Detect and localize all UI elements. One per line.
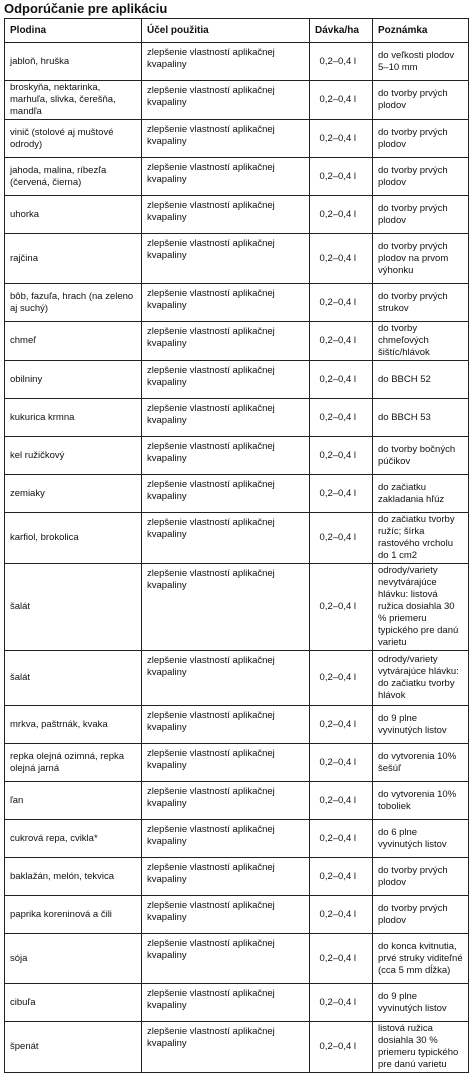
header-note: Poznámka: [373, 19, 469, 43]
cell-crop: baklažán, melón, tekvica: [5, 858, 142, 896]
cell-note: do veľkosti plodov 5–10 mm: [373, 43, 469, 81]
table-header-row: [5, 19, 469, 43]
cell-use: zlepšenie vlastností aplikačnej kvapaliny: [142, 475, 310, 513]
cell-crop: paprika koreninová a čili: [5, 896, 142, 934]
cell-note: do vytvorenia 10% šešúľ: [373, 744, 469, 782]
cell-use: zlepšenie vlastností aplikačnej kvapaliny: [142, 782, 310, 820]
cell-use: zlepšenie vlastností aplikačnej kvapaliny: [142, 858, 310, 896]
cell-dose: 0,2–0,4 l: [310, 196, 373, 234]
cell-note: do tvorby chmeľových šištíc/hlávok: [373, 322, 469, 361]
cell-crop: bôb, fazuľa, hrach (na zeleno aj suchý): [5, 284, 142, 322]
cell-note: do BBCH 52: [373, 361, 469, 399]
cell-crop: sója: [5, 934, 142, 984]
cell-note: do BBCH 53: [373, 399, 469, 437]
cell-use: zlepšenie vlastností aplikačnej kvapaliny: [142, 284, 310, 322]
cell-crop: uhorka: [5, 196, 142, 234]
cell-dose: 0,2–0,4 l: [310, 322, 373, 361]
cell-use: zlepšenie vlastností aplikačnej kvapaliny: [142, 934, 310, 984]
cell-note: odrody/variety nevytvárajúce hlávku: listová ružica dosiahla 30 % priemeru typického pre danú varietu: [373, 564, 469, 651]
cell-use: zlepšenie vlastností aplikačnej kvapaliny: [142, 984, 310, 1022]
cell-note: do 6 plne vyvinutých listov: [373, 820, 469, 858]
cell-dose: 0,2–0,4 l: [310, 81, 373, 120]
cell-crop: ľan: [5, 782, 142, 820]
table-row: [5, 744, 469, 782]
cell-dose: 0,2–0,4 l: [310, 651, 373, 706]
cell-crop: repka olejná ozimná, repka olejná jarná: [5, 744, 142, 782]
cell-dose: 0,2–0,4 l: [310, 782, 373, 820]
cell-note: do tvorby bočných púčikov: [373, 437, 469, 475]
cell-use: zlepšenie vlastností aplikačnej kvapaliny: [142, 196, 310, 234]
table-row: [5, 81, 469, 120]
cell-crop: broskyňa, nektarinka, marhuľa, slivka, čerešňa, mandľa: [5, 81, 142, 120]
cell-use: zlepšenie vlastností aplikačnej kvapaliny: [142, 564, 310, 651]
cell-crop: cibuľa: [5, 984, 142, 1022]
cell-note: odrody/variety vytvárajúce hlávku: do začiatku tvorby hlávok: [373, 651, 469, 706]
table-row: [5, 43, 469, 81]
cell-use: zlepšenie vlastností aplikačnej kvapaliny: [142, 651, 310, 706]
cell-note: do tvorby prvých plodov: [373, 120, 469, 158]
table-row: [5, 896, 469, 934]
recommendation-table: [4, 18, 469, 1073]
cell-dose: 0,2–0,4 l: [310, 234, 373, 284]
cell-crop: mrkva, paštrnák, kvaka: [5, 706, 142, 744]
cell-crop: zemiaky: [5, 475, 142, 513]
cell-use: zlepšenie vlastností aplikačnej kvapaliny: [142, 81, 310, 120]
cell-dose: 0,2–0,4 l: [310, 120, 373, 158]
table-row: [5, 196, 469, 234]
cell-dose: 0,2–0,4 l: [310, 399, 373, 437]
cell-crop: jabloň, hruška: [5, 43, 142, 81]
cell-dose: 0,2–0,4 l: [310, 744, 373, 782]
cell-note: do 9 plne vyvinutých listov: [373, 706, 469, 744]
table-row: [5, 158, 469, 196]
cell-crop: cukrová repa, cvikla*: [5, 820, 142, 858]
table-row: [5, 437, 469, 475]
cell-note: listová ružica dosiahla 30 % priemeru typického pre danú varietu: [373, 1022, 469, 1073]
table-row: [5, 234, 469, 284]
table-row: [5, 820, 469, 858]
cell-dose: 0,2–0,4 l: [310, 564, 373, 651]
cell-crop: jahoda, malina, ríbezľa (červená, čierna): [5, 158, 142, 196]
table-row: [5, 651, 469, 706]
cell-crop: šalát: [5, 651, 142, 706]
cell-use: zlepšenie vlastností aplikačnej kvapaliny: [142, 43, 310, 81]
table-row: [5, 564, 469, 651]
table-row: [5, 1022, 469, 1073]
cell-use: zlepšenie vlastností aplikačnej kvapaliny: [142, 744, 310, 782]
page-title: Odporúčanie pre aplikáciu: [4, 1, 168, 16]
cell-dose: 0,2–0,4 l: [310, 284, 373, 322]
cell-note: do tvorby prvých plodov na prvom výhonku: [373, 234, 469, 284]
cell-crop: vinič (stolové aj muštové odrody): [5, 120, 142, 158]
cell-note: do tvorby prvých plodov: [373, 896, 469, 934]
cell-dose: 0,2–0,4 l: [310, 706, 373, 744]
table-row: [5, 120, 469, 158]
cell-note: do tvorby prvých plodov: [373, 196, 469, 234]
cell-dose: 0,2–0,4 l: [310, 1022, 373, 1073]
cell-note: do vytvorenia 10% toboliek: [373, 782, 469, 820]
cell-crop: špenát: [5, 1022, 142, 1073]
cell-note: do začiatku zakladania hľúz: [373, 475, 469, 513]
cell-note: do tvorby prvých strukov: [373, 284, 469, 322]
table-row: [5, 322, 469, 361]
cell-use: zlepšenie vlastností aplikačnej kvapaliny: [142, 158, 310, 196]
cell-use: zlepšenie vlastností aplikačnej kvapaliny: [142, 896, 310, 934]
table-row: [5, 984, 469, 1022]
cell-use: zlepšenie vlastností aplikačnej kvapaliny: [142, 820, 310, 858]
cell-crop: obilniny: [5, 361, 142, 399]
cell-dose: 0,2–0,4 l: [310, 984, 373, 1022]
cell-note: do tvorby prvých plodov: [373, 158, 469, 196]
cell-note: do 9 plne vyvinutých listov: [373, 984, 469, 1022]
cell-use: zlepšenie vlastností aplikačnej kvapaliny: [142, 322, 310, 361]
table-row: [5, 782, 469, 820]
table-row: [5, 284, 469, 322]
table-row: [5, 475, 469, 513]
cell-dose: 0,2–0,4 l: [310, 858, 373, 896]
cell-dose: 0,2–0,4 l: [310, 361, 373, 399]
table-row: [5, 399, 469, 437]
header-dose: Dávka/ha: [310, 19, 373, 43]
cell-use: zlepšenie vlastností aplikačnej kvapaliny: [142, 399, 310, 437]
cell-crop: karfiol, brokolica: [5, 513, 142, 564]
table-row: [5, 858, 469, 896]
cell-use: zlepšenie vlastností aplikačnej kvapaliny: [142, 361, 310, 399]
cell-crop: šalát: [5, 564, 142, 651]
cell-use: zlepšenie vlastností aplikačnej kvapaliny: [142, 234, 310, 284]
cell-note: do začiatku tvorby ružíc; šírka rastového vrcholu do 1 cm2: [373, 513, 469, 564]
cell-dose: 0,2–0,4 l: [310, 158, 373, 196]
cell-dose: 0,2–0,4 l: [310, 437, 373, 475]
table-row: [5, 361, 469, 399]
cell-crop: chmeľ: [5, 322, 142, 361]
cell-note: do tvorby prvých plodov: [373, 81, 469, 120]
cell-use: zlepšenie vlastností aplikačnej kvapaliny: [142, 120, 310, 158]
cell-crop: rajčina: [5, 234, 142, 284]
cell-note: do konca kvitnutia, prvé struky viditeľné (cca 5 mm dĺžka): [373, 934, 469, 984]
table-row: [5, 513, 469, 564]
table-row: [5, 934, 469, 984]
cell-use: zlepšenie vlastností aplikačnej kvapaliny: [142, 706, 310, 744]
cell-dose: 0,2–0,4 l: [310, 896, 373, 934]
table-row: [5, 706, 469, 744]
cell-crop: kukurica krmna: [5, 399, 142, 437]
header-crop: Plodina: [5, 19, 142, 43]
cell-dose: 0,2–0,4 l: [310, 934, 373, 984]
cell-crop: kel ružičkový: [5, 437, 142, 475]
cell-use: zlepšenie vlastností aplikačnej kvapaliny: [142, 513, 310, 564]
cell-dose: 0,2–0,4 l: [310, 43, 373, 81]
cell-use: zlepšenie vlastností aplikačnej kvapaliny: [142, 437, 310, 475]
cell-dose: 0,2–0,4 l: [310, 475, 373, 513]
cell-note: do tvorby prvých plodov: [373, 858, 469, 896]
header-purpose: Účel použitia: [142, 19, 310, 43]
cell-dose: 0,2–0,4 l: [310, 820, 373, 858]
cell-use: zlepšenie vlastností aplikačnej kvapaliny: [142, 1022, 310, 1073]
cell-dose: 0,2–0,4 l: [310, 513, 373, 564]
